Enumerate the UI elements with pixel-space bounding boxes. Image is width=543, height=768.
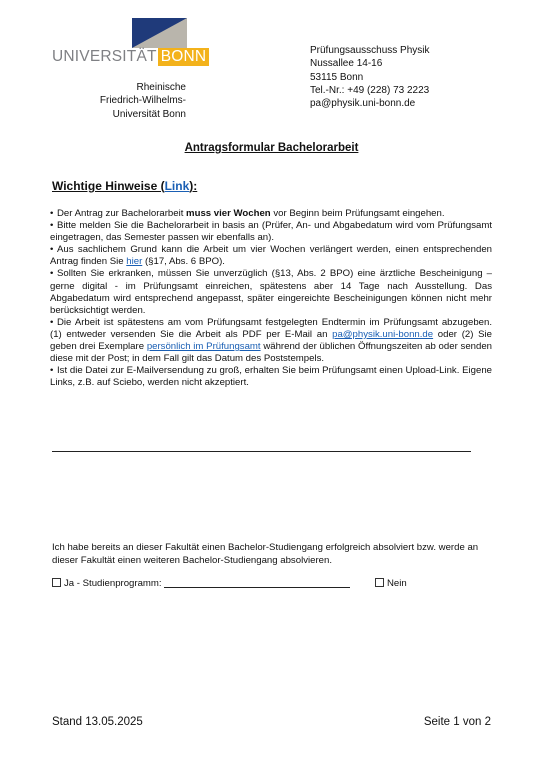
email-link[interactable]: pa@physik.uni-bonn.de — [332, 328, 434, 340]
bullet-icon: • — [50, 365, 54, 377]
list-item: • Bitte melden Sie die Bachelorarbeit in basis an (Prüfer, An- und Abgabedatum wird vom Prüfungsamt eingetragen, das Semester passen wir ebenfalls an). — [50, 220, 492, 244]
bullet-icon: • — [50, 208, 54, 219]
footer-date: Stand 13.05.2025 — [52, 716, 143, 728]
list-item: • Aus sachlichem Grund kann die Arbeit um vier Wochen verlängert werden, einen entsprechenden Antrag finden Sie hier (§17, Abs. 6 BPO). — [50, 244, 492, 268]
extension-form-link[interactable]: hier — [126, 256, 143, 268]
bullet-icon: • — [50, 268, 54, 280]
university-line: Universität Bonn — [112, 108, 186, 120]
notes-heading-suffix: ): — [189, 179, 198, 193]
notes-heading-link[interactable]: Link — [164, 179, 190, 193]
contact-office: Prüfungsausschuss Physik — [310, 45, 430, 56]
document-title: Antragsformular Bachelorarbeit — [184, 142, 359, 154]
logo-bonn-badge: BONN — [158, 48, 210, 66]
option-no — [375, 578, 407, 589]
notes-heading-prefix: Wichtige Hinweise ( — [52, 179, 165, 193]
contact-street: Nussallee 14-16 — [310, 58, 383, 70]
yes-label: Ja - Studienprogramm: — [64, 578, 162, 589]
office-in-person-link[interactable]: persönlich im Prüfungsamt — [146, 341, 261, 353]
notes-list — [50, 208, 492, 389]
university-name — [60, 81, 186, 121]
bullet-icon: • — [50, 244, 54, 256]
list-item: • Die Arbeit ist spätestens am vom Prüfungsamt festgelegten Endtermin im Prüfungsamt abzugeben. (1) entweder versenden Sie die Arbeit als PDF per E-Mail an pa@physik.uni-bonn.de oder (2) Sie geben drei Exemplare persönlich im Prüfungsamt während der üblichen Öffnungszeiten ab oder senden diese mit der Post; in dem Fall gilt das Datum des Poststempels. — [50, 316, 493, 365]
university-logo — [52, 18, 207, 70]
prior-bachelor-question: Ich habe bereits an dieser Fakultät einen Bachelor-Studiengang erfolgreich absolviert bzw. werde an dieser Fakultät einen weiteren Bachelor-Studiengang absolvieren. — [52, 542, 479, 566]
bullet-icon: • — [50, 316, 54, 328]
option-yes — [52, 578, 350, 589]
contact-email[interactable]: pa@physik.uni-bonn.de — [310, 98, 416, 110]
contact-phone: Tel.-Nr.: +49 (228) 73 2223 — [310, 84, 430, 96]
divider-line — [52, 451, 471, 452]
list-item: • Sollten Sie erkranken, müssen Sie unverzüglich (§13, Abs. 2 BPO) eine ärztliche Bescheinigung – gerne digital - im Prüfungsamt einreichen, spätestens aber 14 Tage nach Ausstellung. Das Abgabedatum wird entsprechend angepasst, später eingereichte Bescheinigungen können nicht mehr berücksichtigt werden. — [50, 268, 492, 316]
list-item: • Ist die Datei zur E-Mailversendung zu groß, erhalten Sie beim Prüfungsamt einen Upload-Link. Eigene Links, z.B. auf Sciebo, werden nicht akzeptiert. — [50, 365, 492, 389]
university-line: Friedrich-Wilhelms- — [99, 95, 186, 107]
study-program-input[interactable] — [164, 578, 350, 588]
contact-block — [310, 44, 430, 110]
no-checkbox[interactable] — [375, 578, 384, 587]
no-label: Nein — [387, 578, 407, 589]
list-item: • Der Antrag zur Bachelorarbeit muss vier Wochen vor Beginn beim Prüfungsamt eingehen. — [50, 208, 445, 219]
logo-graphic-icon — [52, 18, 187, 48]
university-line: Rheinische — [136, 82, 186, 93]
contact-city: 53115 Bonn — [310, 71, 364, 83]
bullet-icon: • — [50, 220, 54, 232]
notes-heading — [52, 179, 197, 193]
yes-checkbox[interactable] — [52, 578, 61, 587]
footer-page-number: Seite 1 von 2 — [423, 716, 491, 728]
logo-word: UNIVERSITÄT — [52, 48, 157, 65]
logo-wordmark — [52, 48, 209, 66]
